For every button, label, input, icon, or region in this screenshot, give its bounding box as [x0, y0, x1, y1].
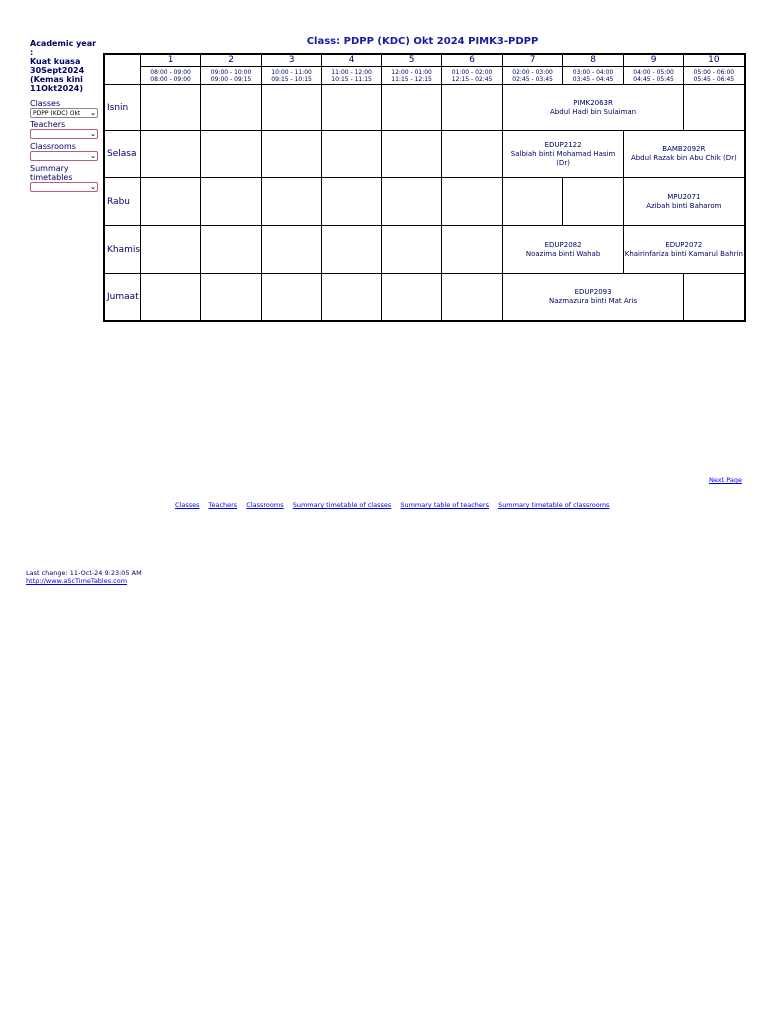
corner-cell — [104, 54, 141, 85]
timetable — [103, 53, 746, 322]
period-time-a: 05:00 - 06:00 — [693, 68, 735, 76]
lesson-cell — [503, 85, 684, 131]
empty-slot — [201, 131, 262, 178]
lesson-cell — [503, 226, 624, 274]
sidebar — [30, 39, 100, 192]
lesson-code: MPU2071 — [667, 192, 701, 201]
empty-slot — [201, 226, 262, 274]
period-time-a: 01:00 - 02:00 — [451, 68, 493, 76]
summary-select[interactable] — [30, 182, 98, 192]
last-change: Last change: 11-Oct-24 9:23:05 AM — [26, 569, 142, 577]
lesson-cell — [503, 274, 684, 321]
empty-slot — [322, 131, 382, 178]
period-time — [503, 67, 563, 85]
period-time-a: 04:00 - 05:00 — [633, 68, 674, 76]
period-time — [684, 67, 745, 85]
empty-slot — [442, 85, 503, 131]
classes-label: Classes — [30, 99, 61, 108]
period-time-b: 03:45 - 04:45 — [572, 75, 614, 83]
empty-slot — [503, 178, 563, 226]
empty-slot — [382, 226, 442, 274]
period-time-b: 09:00 - 09:15 — [210, 75, 252, 83]
lesson-teacher: Nazmazura binti Mat Aris — [549, 296, 638, 305]
period-number: 2 — [201, 54, 262, 67]
empty-slot — [382, 131, 442, 178]
chevron-down-icon: ⌄ — [90, 109, 96, 117]
empty-slot — [322, 85, 382, 131]
lesson-teacher: Abdul Hadi bin Sulaiman — [550, 107, 637, 116]
period-number: 9 — [624, 54, 684, 67]
empty-slot — [262, 178, 322, 226]
classes-select-value: PDPP (KDC) Okt — [33, 110, 81, 117]
empty-slot — [563, 178, 624, 226]
period-time — [382, 67, 442, 85]
period-time — [201, 67, 262, 85]
period-number: 5 — [382, 54, 442, 67]
classrooms-link[interactable]: Classrooms — [246, 501, 284, 509]
empty-slot — [262, 131, 322, 178]
empty-slot — [141, 226, 201, 274]
period-number: 10 — [684, 54, 745, 67]
lesson-cell — [624, 226, 745, 274]
period-time — [141, 67, 201, 85]
empty-slot — [442, 178, 503, 226]
period-number: 3 — [262, 54, 322, 67]
period-time-a: 10:00 - 11:00 — [271, 68, 312, 76]
lesson-cell — [624, 178, 745, 226]
lesson-teacher: Noazima binti Wahab — [525, 249, 601, 258]
empty-slot — [442, 131, 503, 178]
empty-slot — [201, 178, 262, 226]
empty-slot — [684, 274, 745, 321]
period-time — [563, 67, 624, 85]
empty-slot — [382, 178, 442, 226]
empty-slot — [141, 131, 201, 178]
period-time-b: 10:15 - 11:15 — [331, 75, 372, 83]
empty-slot — [322, 274, 382, 321]
period-time-b: 11:15 - 12:15 — [391, 75, 432, 83]
empty-slot — [382, 85, 442, 131]
empty-slot — [141, 274, 201, 321]
period-number: 6 — [442, 54, 503, 67]
period-time — [322, 67, 382, 85]
period-time-a: 09:00 - 10:00 — [210, 68, 252, 76]
lesson-teacher: Abdul Razak bin Abu Chik (Dr) — [630, 154, 737, 162]
next-page-link[interactable]: Next Page — [709, 476, 742, 484]
period-number: 7 — [503, 54, 563, 67]
lesson-code: EDUP2122 — [544, 140, 582, 149]
empty-slot — [262, 226, 322, 274]
teachers-label: Teachers — [30, 120, 66, 129]
chevron-down-icon: ⌄ — [90, 183, 96, 191]
period-time-a: 03:00 - 04:00 — [572, 68, 614, 76]
asc-url-link[interactable]: http://www.aScTimeTables.com — [26, 577, 128, 585]
empty-slot — [322, 226, 382, 274]
period-time — [442, 67, 503, 85]
lesson-cell — [503, 131, 624, 178]
day-label: Selasa — [104, 131, 141, 178]
footer — [26, 569, 142, 585]
period-time-a: 08:00 - 09:00 — [150, 68, 191, 76]
empty-slot — [201, 274, 262, 321]
period-time — [624, 67, 684, 85]
period-time-a: 12:00 - 01:00 — [391, 68, 432, 76]
period-time-b: 02:45 - 03:45 — [512, 75, 553, 83]
period-time-a: 02:00 - 03:00 — [512, 68, 553, 76]
empty-slot — [442, 274, 503, 321]
teachers-select[interactable] — [30, 129, 98, 139]
nav-links — [175, 492, 613, 511]
empty-slot — [262, 274, 322, 321]
period-number: 1 — [141, 54, 201, 67]
day-label: Khamis — [104, 226, 141, 274]
day-label: Isnin — [104, 85, 141, 131]
empty-slot — [201, 85, 262, 131]
period-time-b: 08:00 - 09:00 — [150, 75, 191, 83]
lesson-teacher: Khairinfariza binti Kamarul Bahrin — [624, 249, 743, 258]
chevron-down-icon: ⌄ — [90, 130, 96, 138]
chevron-down-icon: ⌄ — [90, 152, 96, 160]
lesson-cell — [624, 131, 745, 178]
period-number: 4 — [322, 54, 382, 67]
lesson-code: EDUP2093 — [574, 287, 612, 296]
lesson-code: EDUP2082 — [544, 240, 582, 249]
day-label: Jumaat — [104, 274, 141, 321]
lesson-teacher: Salbiah binti Mohamad Hasim (Dr) — [510, 149, 616, 167]
period-time-b: 09:15 - 10:15 — [271, 75, 312, 83]
lesson-code: BAMB2092R — [662, 145, 706, 153]
empty-slot — [141, 85, 201, 131]
classes-select[interactable] — [30, 108, 98, 118]
period-time-b: 04:45 - 05:45 — [633, 75, 674, 83]
summary-classes-link[interactable]: Summary timetable of classes — [292, 501, 392, 509]
classrooms-label: Classrooms — [30, 142, 76, 151]
empty-slot — [684, 85, 745, 131]
classes-link[interactable]: Classes — [175, 501, 200, 509]
summary-classrooms-link[interactable]: Summary timetable of classrooms — [498, 501, 610, 509]
period-time-b: 05:45 - 06:45 — [693, 75, 735, 83]
lesson-code: EDUP2072 — [665, 240, 703, 249]
page-title: Class: PDPP (KDC) Okt 2024 PIMK3-PDPP — [306, 36, 539, 47]
lesson-code: PIMK2063R — [573, 98, 613, 107]
academic-year: Academic year : Kuat kuasa 30Sept2024 (Kemas kini 11Okt2024) — [30, 39, 97, 93]
empty-slot — [141, 178, 201, 226]
period-time-b: 12:15 - 02:45 — [451, 75, 493, 83]
classrooms-select[interactable] — [30, 151, 98, 161]
summary-label: Summary timetables — [30, 164, 73, 182]
empty-slot — [322, 178, 382, 226]
empty-slot — [382, 274, 442, 321]
period-time — [262, 67, 322, 85]
period-time-a: 11:00 - 12:00 — [331, 68, 372, 76]
day-label: Rabu — [104, 178, 141, 226]
lesson-teacher: Azibah binti Baharom — [646, 201, 722, 210]
summary-teachers-link[interactable]: Summary table of teachers — [400, 501, 489, 509]
period-number: 8 — [563, 54, 624, 67]
empty-slot — [262, 85, 322, 131]
empty-slot — [442, 226, 503, 274]
teachers-link[interactable]: Teachers — [208, 501, 238, 509]
